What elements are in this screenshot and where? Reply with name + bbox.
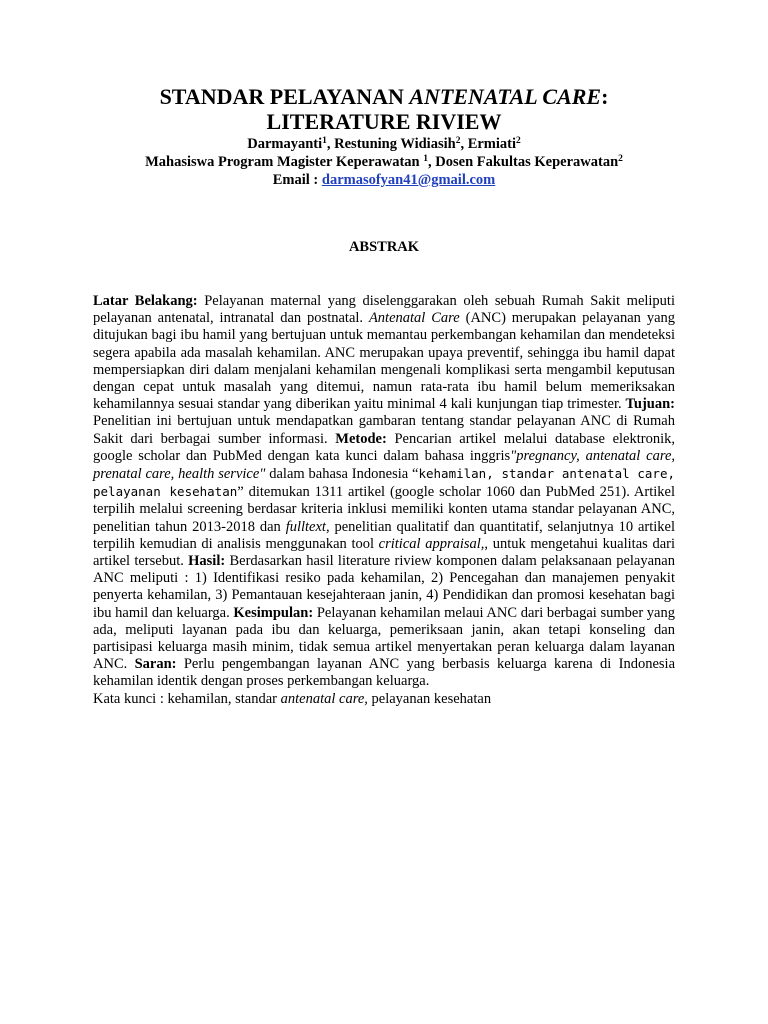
email-link[interactable]: darmasofyan41@gmail.com (321, 172, 496, 188)
abstract-heading: ABSTRAK (348, 239, 420, 255)
latar-text: Pelayanan maternal yang diselenggarakan oleh sebuah Rumah Sakit meliputi pelayanan antenatal, intranatal dan postnatal. (93, 293, 675, 327)
metode-critical-appraisal: critical appraisal, (378, 535, 485, 552)
kesimpulan-label: Kesimpulan: (233, 604, 314, 621)
author-1-sup: 1 (322, 136, 327, 146)
affiliation-2: , Dosen Fakultas Keperawatan (428, 154, 619, 170)
author-list (93, 135, 675, 153)
email-label: Email : (272, 172, 322, 188)
hasil-text: Berdasarkan hasil literature riview komponen dalam pelaksanaan pelayanan ANC meliputi : 1) Identifikasi resiko pada kehamilan, 2) Pencegahan dan manajemen penyakit penyerta kehamilan, 3) Pemantauan kesejahteraan janin, 4) Pendidikan dan promosi kesehatan bagi ibu hamil dan keluarga. (93, 553, 675, 621)
metode-keywords-id: kehamilan, standar antenatal care, pelayanan kesehatan (93, 466, 676, 500)
abstract-body (93, 293, 675, 691)
metode-keywords-en: "pregnancy, antenatal care, prenatal care, health service" (93, 447, 676, 483)
metode-text-4: penelitian qualitatif dan quantitatif, selanjutnya 10 artikel terpilih kemudian di analisis menggunakan tool (93, 518, 675, 552)
author-2-sup: 2 (455, 136, 461, 146)
paper-title (93, 84, 675, 134)
metode-fulltext: fulltext, (285, 518, 330, 535)
latar-text-2: (ANC) merupakan pelayanan yang ditujukan bagi ibu hamil yang bertujuan untuk memantau perkembangan kehamilan dan mendeteksi segera apabila ada masalah kehamilan. ANC merupakan upaya preventif, sehingga ibu hamil dapat mempersiapkan diri dalam menjalani kehamilan mengenali komplikasi serta mengambil keputusan dengan cepat untuk masalah yang ditemui, namun rata-rata ibu hamil belum memeriksakan kehamilannya sesuai standar yang diberikan yaitu minimal 4 kali kunjungan tiap trimester. (93, 310, 676, 413)
keywords-label: Kata kunci : kehamilan (93, 690, 228, 707)
keywords-line (93, 691, 675, 708)
kesimpulan-text: Pelayanan kehamilan melaui ANC dari berbagai sumber yang ada, meliputi layanan pada ibu dan keluarga, pemeriksaan janin, akan tetapi konseling dan partisipasi keluarga masih minim, tidak semua artikel menyertakan peran keluarga dalam layanan ANC. (93, 604, 675, 673)
saran-label: Saran: (134, 656, 177, 673)
metode-text-3: ” ditemukan 1311 artikel (google scholar 1060 dan PubMed 251). Artikel terpilih melalui screening berdasar kriteria inklusi memiliki konten utama standar pelayanan ANC, penelitian tahun 2013-2018 dan (93, 484, 675, 535)
latar-italic: Antenatal Care (368, 310, 460, 327)
metode-text: Pencarian artikel melalui database elektronik, google scholar dan PubMed dengan kata kunci dalam bahasa inggris (93, 430, 675, 464)
metode-text-2: dalam bahasa Indonesia “ (265, 466, 419, 483)
metode-text-5: , untuk mengetahui kualitas dari artikel tersebut. (93, 535, 675, 570)
title-line2: LITERATURE RIVIEW (266, 109, 502, 134)
keywords-text-2: pelayanan kesehatan (367, 690, 492, 707)
affiliation (93, 153, 675, 171)
affiliation-2-sup: 2 (618, 154, 623, 164)
title-suffix: : (601, 84, 609, 109)
author-1: Darmayanti (247, 136, 323, 152)
keywords-italic: antenatal care, (280, 690, 368, 707)
metode-label: Metode: (335, 430, 387, 447)
tujuan-label: Tujuan: (625, 396, 675, 413)
paper-header (93, 84, 675, 189)
affiliation-1: Mahasiswa Program Magister Keperawatan (145, 154, 424, 170)
author-2: , Restuning Widiasih (326, 136, 456, 152)
title-italic: ANTENATAL CARE (409, 84, 602, 109)
author-3-sup: 2 (516, 136, 521, 146)
email-line (93, 171, 675, 189)
keywords-text: , standar (227, 690, 281, 707)
affiliation-1-sup: 1 (423, 154, 429, 164)
latar-label: Latar Belakang: (93, 293, 198, 309)
author-3: , Ermiati (460, 136, 517, 152)
saran-text: Perlu pengembangan layanan ANC yang berbasis keluarga karena di Indonesia kehamilan identik dengan proses perkembangan keluarga. (93, 656, 675, 690)
hasil-label: Hasil: (188, 553, 226, 570)
title-prefix: STANDAR PELAYANAN (159, 84, 410, 109)
tujuan-text: Penelitian ini bertujuan untuk mendapatkan gambaran tentang standar pelayanan ANC di Rumah Sakit dari berbagai sumber informasi. (93, 413, 675, 447)
